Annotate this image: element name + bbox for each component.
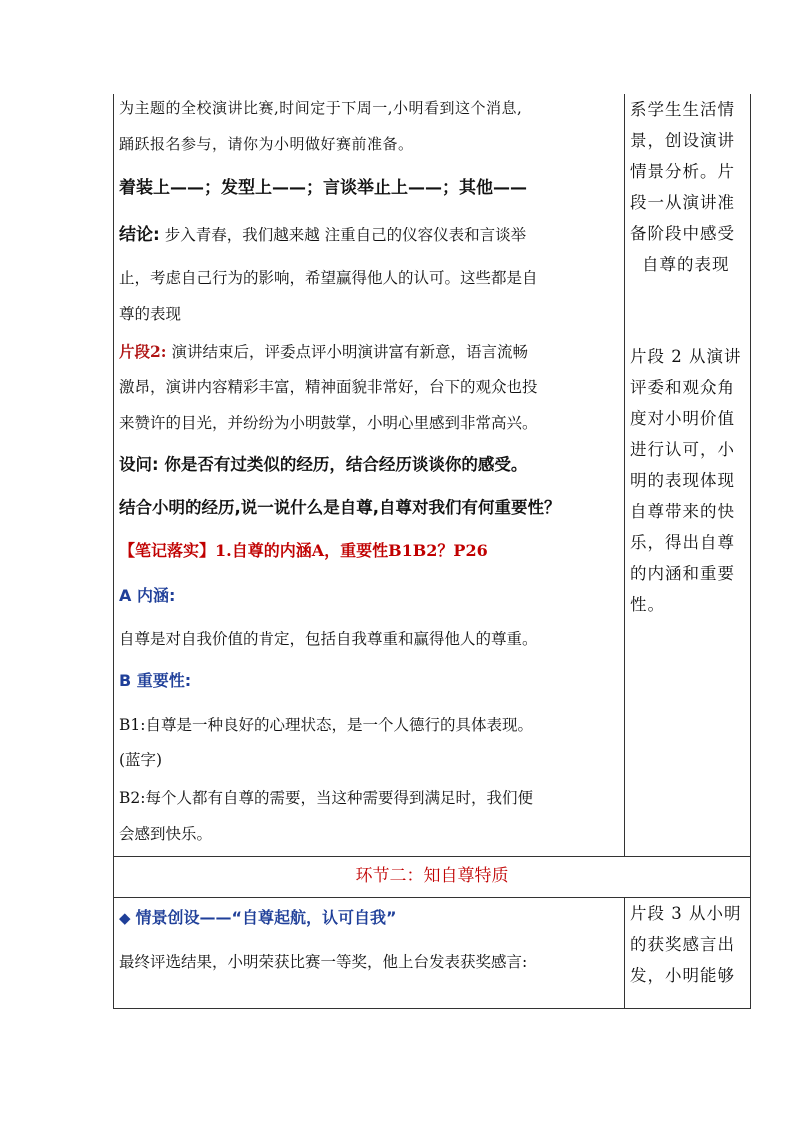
column-divider-bottom — [624, 897, 625, 1009]
side-line: 备阶段中感受 — [630, 224, 735, 243]
b1-line-2: (蓝字) — [119, 751, 163, 769]
b1-line-1: B1:自尊是一种良好的心理状态，是一个人德行的具体表现。 — [119, 716, 533, 734]
conclusion-text-1: 步入青春，我们越来越 注重自己的仪容仪表和言谈举 — [164, 226, 527, 244]
side-line: 发，小明能够 — [630, 966, 735, 985]
question-text: 你是否有过类似的经历，结合经历谈谈你的感受。 — [164, 455, 528, 474]
diamond-bullet-icon: ◆ — [119, 909, 131, 927]
intro-line-2: 踊跃报名参与，请你为小明做好赛前准备。 — [119, 135, 414, 153]
side-line: 景，创设演讲 — [630, 131, 735, 150]
segment2-line-2: 激昂，演讲内容精彩丰富，精神面貌非常好，台下的观众也投 — [119, 378, 538, 396]
scenario-title: 情景创设——“自尊起航，认可自我” — [135, 908, 397, 927]
side-line: 的获奖感言出 — [630, 935, 735, 954]
side-line: 度对小明价值 — [630, 409, 735, 428]
side-notes-3 — [630, 898, 748, 991]
section-b-title: B 重要性: — [119, 671, 192, 690]
side-line: 情景分析。片 — [630, 162, 735, 181]
side-line: 乐，得出自尊 — [630, 533, 735, 552]
scenario-heading — [119, 902, 619, 934]
side-line: 性。 — [630, 595, 665, 614]
column-divider-top — [624, 94, 625, 856]
side-line: 片段 2 从演讲 — [630, 347, 742, 366]
conclusion-label: 结论: — [119, 225, 160, 245]
side-line: 系学生生活情 — [630, 100, 735, 119]
table-bottom-border — [113, 1008, 751, 1009]
section2-title: 环节二：知自尊特质 — [355, 866, 509, 886]
side-line: 明的表现体现 — [630, 471, 735, 490]
section-a-title: A 内涵: — [119, 586, 176, 605]
side-notes-1 — [630, 94, 748, 280]
section-a-text: 自尊是对自我价值的肯定，包括自我尊重和赢得他人的尊重。 — [119, 630, 538, 648]
side-line: 自尊的表现 — [642, 255, 730, 274]
question-label: 设问: — [119, 455, 159, 474]
conclusion-line-3: 尊的表现 — [119, 305, 182, 323]
scenario-text: 最终评选结果，小明荣获比赛一等奖，他上台发表获奖感言: — [119, 953, 528, 971]
row-divider-1 — [113, 856, 751, 857]
side-line: 的内涵和重要 — [630, 564, 735, 583]
side-line: 评委和观众角 — [630, 378, 735, 397]
b2-line-1: B2:每个人都有自尊的需要，当这种需要得到满足时，我们便 — [119, 789, 533, 807]
b2-line-2: 会感到快乐。 — [119, 825, 213, 843]
conclusion-line-1 — [119, 219, 619, 251]
side-line: 片段 3 从小明 — [630, 904, 742, 923]
side-line: 进行认可，小 — [630, 440, 735, 459]
notes-heading: 【笔记落实】1.自尊的内涵A，重要性B1B2？P26 — [119, 541, 488, 560]
prompt-line: 结合小明的经历,说一说什么是自尊,自尊对我们有何重要性？ — [119, 498, 561, 517]
conclusion-line-2: 止，考虑自己行为的影响，希望赢得他人的认可。这些都是自 — [119, 269, 538, 287]
side-notes-2 — [630, 341, 748, 620]
attire-line: 着装上——；发型上——；言谈举止上——；其他—— — [119, 178, 527, 198]
segment2-text-1: 演讲结束后，评委点评小明演讲富有新意，语言流畅 — [171, 343, 528, 361]
intro-line-1: 为主题的全校演讲比赛,时间定于下周一,小明看到这个消息, — [119, 99, 523, 117]
segment2-line-3: 来赞许的目光，并纷纷为小明鼓掌，小明心里感到非常高兴。 — [119, 414, 538, 432]
segment2-line-1 — [119, 336, 619, 368]
side-line: 自尊带来的快 — [630, 502, 735, 521]
side-line: 段一从演讲准 — [630, 193, 735, 212]
question-line — [119, 449, 619, 481]
segment2-label: 片段2: — [119, 342, 167, 361]
